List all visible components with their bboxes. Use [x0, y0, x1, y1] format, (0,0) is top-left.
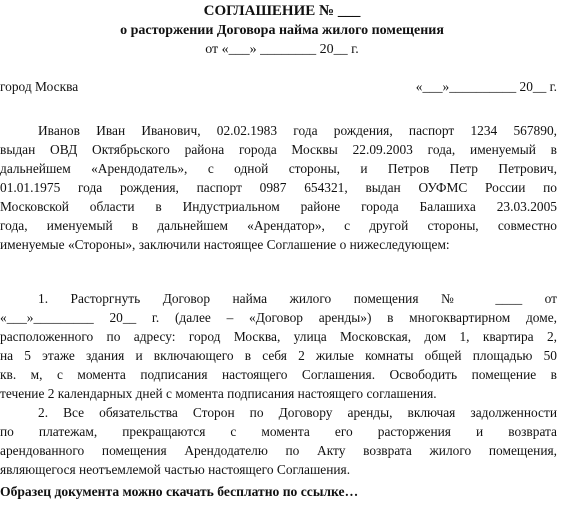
clause-1-line: кв. м, с момента подписания настоящего Соглашения. Освободить помещение в — [0, 367, 557, 382]
intro-line: именуемые «Стороны», заключили настоящее Соглашение о нижеследующем: — [0, 237, 450, 252]
document-title: СОГЛАШЕНИЕ № ___ — [203, 3, 361, 19]
clause-1-line: 1. Расторгнуть Договор найма жилого помещения № ____ от — [38, 291, 557, 306]
clause-2-line: арендованного помещения Арендодателю по Акту возврата жилого помещения, — [0, 443, 557, 458]
intro-line: выдан ОВД Октябрьского района города Москвы 22.09.2003 года, именуемый в — [0, 142, 557, 157]
download-sample-link[interactable]: Образец документа можно скачать бесплатно по ссылке… — [0, 484, 359, 499]
clause-1-line: на 5 этаже здания и включающего в себя 2 жилые комнаты общей площадью 50 — [0, 348, 557, 363]
city-date: «___»__________ 20__ г. — [415, 79, 557, 94]
intro-line: 01.01.1975 года рождения, паспорт 0987 654321, выдан ОУФМС России по — [0, 180, 557, 195]
clause-1-line: «___»_________ 20__ г. (далее – «Договор аренды») в многоквартирном доме, — [0, 310, 557, 325]
intro-line: года, именуемый в дальнейшем «Арендатор», с другой стороны, совместно — [0, 218, 557, 233]
intro-line: Иванов Иван Иванович, 02.02.1983 года рождения, паспорт 1234 567890, — [38, 123, 557, 138]
clause-1-line: течение 2 календарных дней с момента подписания настоящего соглашения. — [0, 386, 437, 401]
clause-2-line: по платежам, прекращаются с момента его расторжения и возврата — [0, 424, 557, 439]
clause-2-line: 2. Все обязательства Сторон по Договору аренды, включая задолженности — [38, 405, 557, 420]
city-label: город Москва — [0, 79, 79, 94]
intro-line: Московской области в Индустриальном районе города Балашиха 23.03.2005 — [0, 199, 557, 214]
intro-line: дальнейшем «Арендодатель», с одной стороны, и Петров Петр Петрович, — [0, 161, 557, 176]
document-date-line: от «___» ________ 20__ г. — [205, 42, 359, 57]
clause-2-line: являющегося неотъемлемой частью настоящего Соглашения. — [0, 462, 351, 477]
clause-1-line: расположенного по адресу: город Москва, улица Московская, дом 1, квартира 2, — [0, 329, 557, 344]
document-subtitle: о расторжении Договора найма жилого помещения — [120, 23, 444, 38]
